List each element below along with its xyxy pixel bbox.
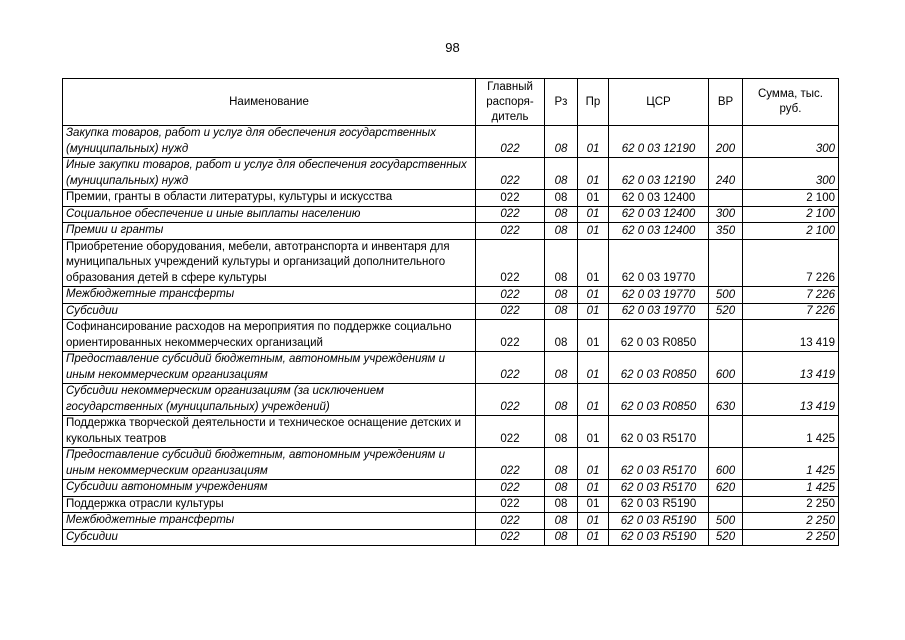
header-name: Наименование xyxy=(63,79,476,126)
cell-expense-type: 600 xyxy=(709,352,743,384)
cell-expense-type: 300 xyxy=(709,206,743,223)
cell-sum: 7 226 xyxy=(743,239,839,287)
cell-sum: 300 xyxy=(743,126,839,158)
cell-target-article: 62 0 03 R0850 xyxy=(609,384,709,416)
cell-subsection: 01 xyxy=(578,529,609,546)
cell-subsection: 01 xyxy=(578,496,609,513)
cell-target-article: 62 0 03 12400 xyxy=(609,223,709,240)
cell-name: Закупка товаров, работ и услуг для обеспечения государственных (муниципальных) нужд xyxy=(63,126,476,158)
table-row xyxy=(63,126,839,158)
table-body xyxy=(63,126,839,546)
cell-sum: 2 250 xyxy=(743,496,839,513)
cell-subsection: 01 xyxy=(578,239,609,287)
cell-target-article: 62 0 03 R5190 xyxy=(609,513,709,530)
cell-expense-type xyxy=(709,320,743,352)
cell-name: Субсидии xyxy=(63,303,476,320)
budget-table xyxy=(62,78,839,546)
cell-section: 08 xyxy=(545,239,578,287)
cell-target-article: 62 0 03 R5190 xyxy=(609,529,709,546)
cell-subsection: 01 xyxy=(578,287,609,304)
cell-subsection: 01 xyxy=(578,206,609,223)
cell-target-article: 62 0 03 19770 xyxy=(609,239,709,287)
cell-section: 08 xyxy=(545,384,578,416)
header-main-manager: Главный распоря-дитель xyxy=(476,79,545,126)
cell-subsection: 01 xyxy=(578,352,609,384)
cell-subsection: 01 xyxy=(578,384,609,416)
cell-name: Социальное обеспечение и иные выплаты населению xyxy=(63,206,476,223)
cell-main-manager: 022 xyxy=(476,239,545,287)
cell-expense-type: 630 xyxy=(709,384,743,416)
cell-expense-type: 500 xyxy=(709,287,743,304)
table-row xyxy=(63,206,839,223)
cell-target-article: 62 0 03 R0850 xyxy=(609,352,709,384)
cell-main-manager: 022 xyxy=(476,320,545,352)
cell-subsection: 01 xyxy=(578,190,609,207)
cell-target-article: 62 0 03 R5190 xyxy=(609,496,709,513)
cell-main-manager: 022 xyxy=(476,480,545,497)
cell-expense-type: 240 xyxy=(709,158,743,190)
cell-name: Поддержка творческой деятельности и техническое оснащение детских и кукольных театров xyxy=(63,416,476,448)
cell-section: 08 xyxy=(545,206,578,223)
cell-subsection: 01 xyxy=(578,513,609,530)
cell-subsection: 01 xyxy=(578,158,609,190)
header-subsection: Пр xyxy=(578,79,609,126)
cell-section: 08 xyxy=(545,529,578,546)
cell-section: 08 xyxy=(545,287,578,304)
cell-subsection: 01 xyxy=(578,480,609,497)
table-header-row xyxy=(63,79,839,126)
cell-main-manager: 022 xyxy=(476,513,545,530)
cell-name: Приобретение оборудования, мебели, автотранспорта и инвентаря для муниципальных учреждений культуры и организаций дополнительного образования детей в сфере культуры xyxy=(63,239,476,287)
cell-target-article: 62 0 03 12400 xyxy=(609,206,709,223)
cell-section: 08 xyxy=(545,303,578,320)
table-row xyxy=(63,448,839,480)
cell-subsection: 01 xyxy=(578,303,609,320)
table-row xyxy=(63,223,839,240)
cell-section: 08 xyxy=(545,352,578,384)
cell-sum: 7 226 xyxy=(743,287,839,304)
cell-expense-type xyxy=(709,239,743,287)
table-row xyxy=(63,513,839,530)
cell-sum: 2 250 xyxy=(743,513,839,530)
cell-target-article: 62 0 03 R5170 xyxy=(609,416,709,448)
header-target-article: ЦСР xyxy=(609,79,709,126)
table-row xyxy=(63,416,839,448)
cell-name: Иные закупки товаров, работ и услуг для обеспечения государственных (муниципальных) нужд xyxy=(63,158,476,190)
table-row xyxy=(63,190,839,207)
cell-main-manager: 022 xyxy=(476,352,545,384)
cell-name: Поддержка отрасли культуры xyxy=(63,496,476,513)
cell-expense-type xyxy=(709,190,743,207)
table-row xyxy=(63,352,839,384)
cell-subsection: 01 xyxy=(578,320,609,352)
cell-main-manager: 022 xyxy=(476,190,545,207)
cell-sum: 1 425 xyxy=(743,416,839,448)
cell-main-manager: 022 xyxy=(476,158,545,190)
cell-target-article: 62 0 03 12190 xyxy=(609,158,709,190)
cell-sum: 2 100 xyxy=(743,190,839,207)
cell-section: 08 xyxy=(545,190,578,207)
cell-name: Премии, гранты в области литературы, культуры и искусства xyxy=(63,190,476,207)
cell-section: 08 xyxy=(545,448,578,480)
cell-main-manager: 022 xyxy=(476,384,545,416)
cell-main-manager: 022 xyxy=(476,496,545,513)
cell-section: 08 xyxy=(545,496,578,513)
cell-subsection: 01 xyxy=(578,448,609,480)
cell-target-article: 62 0 03 R5170 xyxy=(609,448,709,480)
cell-expense-type: 200 xyxy=(709,126,743,158)
table-row xyxy=(63,158,839,190)
cell-name: Премии и гранты xyxy=(63,223,476,240)
cell-expense-type: 350 xyxy=(709,223,743,240)
table-row xyxy=(63,287,839,304)
cell-main-manager: 022 xyxy=(476,448,545,480)
cell-sum: 300 xyxy=(743,158,839,190)
cell-expense-type: 620 xyxy=(709,480,743,497)
header-sum: Сумма, тыс. руб. xyxy=(743,79,839,126)
table-row xyxy=(63,496,839,513)
cell-sum: 13 419 xyxy=(743,320,839,352)
cell-subsection: 01 xyxy=(578,223,609,240)
cell-subsection: 01 xyxy=(578,126,609,158)
table-row xyxy=(63,320,839,352)
cell-section: 08 xyxy=(545,126,578,158)
cell-section: 08 xyxy=(545,320,578,352)
table-row xyxy=(63,529,839,546)
cell-expense-type: 600 xyxy=(709,448,743,480)
cell-target-article: 62 0 03 19770 xyxy=(609,287,709,304)
cell-sum: 2 250 xyxy=(743,529,839,546)
cell-name: Межбюджетные трансферты xyxy=(63,513,476,530)
page-number: 98 xyxy=(445,40,460,55)
cell-name: Предоставление субсидий бюджетным, автономным учреждениям и иным некоммерческим организациям xyxy=(63,352,476,384)
table-row xyxy=(63,239,839,287)
cell-main-manager: 022 xyxy=(476,126,545,158)
cell-main-manager: 022 xyxy=(476,529,545,546)
cell-name: Субсидии некоммерческим организациям (за исключением государственных (муниципальных) учреждений) xyxy=(63,384,476,416)
cell-name: Софинансирование расходов на мероприятия по поддержке социально ориентированных некоммерческих организаций xyxy=(63,320,476,352)
cell-section: 08 xyxy=(545,416,578,448)
cell-subsection: 01 xyxy=(578,416,609,448)
cell-sum: 7 226 xyxy=(743,303,839,320)
cell-name: Субсидии автономным учреждениям xyxy=(63,480,476,497)
cell-main-manager: 022 xyxy=(476,416,545,448)
cell-section: 08 xyxy=(545,513,578,530)
cell-sum: 1 425 xyxy=(743,480,839,497)
cell-name: Межбюджетные трансферты xyxy=(63,287,476,304)
header-section: Рз xyxy=(545,79,578,126)
cell-expense-type: 520 xyxy=(709,303,743,320)
header-expense-type: ВР xyxy=(709,79,743,126)
table-row xyxy=(63,480,839,497)
cell-sum: 2 100 xyxy=(743,206,839,223)
cell-sum: 1 425 xyxy=(743,448,839,480)
cell-sum: 2 100 xyxy=(743,223,839,240)
table-row xyxy=(63,303,839,320)
cell-expense-type xyxy=(709,496,743,513)
cell-expense-type: 520 xyxy=(709,529,743,546)
cell-main-manager: 022 xyxy=(476,287,545,304)
cell-name: Субсидии xyxy=(63,529,476,546)
cell-expense-type xyxy=(709,416,743,448)
cell-expense-type: 500 xyxy=(709,513,743,530)
table-row xyxy=(63,384,839,416)
cell-section: 08 xyxy=(545,480,578,497)
cell-target-article: 62 0 03 12190 xyxy=(609,126,709,158)
cell-name: Предоставление субсидий бюджетным, автономным учреждениям и иным некоммерческим организациям xyxy=(63,448,476,480)
cell-target-article: 62 0 03 R0850 xyxy=(609,320,709,352)
cell-target-article: 62 0 03 19770 xyxy=(609,303,709,320)
cell-main-manager: 022 xyxy=(476,303,545,320)
cell-main-manager: 022 xyxy=(476,223,545,240)
cell-main-manager: 022 xyxy=(476,206,545,223)
cell-section: 08 xyxy=(545,158,578,190)
cell-sum: 13 419 xyxy=(743,384,839,416)
cell-target-article: 62 0 03 12400 xyxy=(609,190,709,207)
cell-section: 08 xyxy=(545,223,578,240)
cell-target-article: 62 0 03 R5170 xyxy=(609,480,709,497)
cell-sum: 13 419 xyxy=(743,352,839,384)
